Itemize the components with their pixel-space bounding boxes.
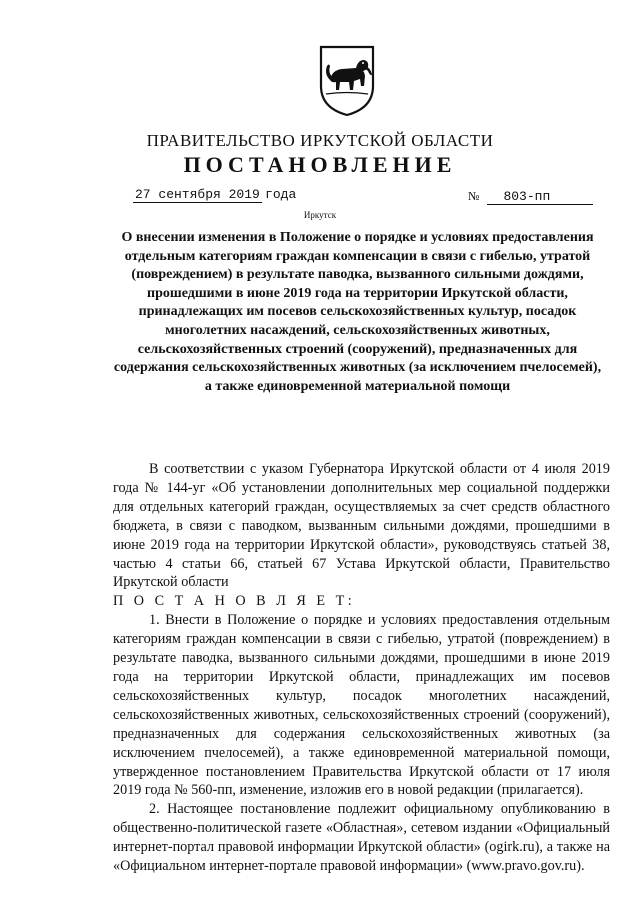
document-date <box>133 186 296 202</box>
document-body <box>113 460 610 876</box>
date-value: 27 сентября 2019 <box>135 187 260 202</box>
number-value: 803-пп <box>487 189 593 205</box>
irkutsk-coat-of-arms-icon <box>318 44 376 118</box>
number-sign: № <box>468 189 480 203</box>
document-heading: О внесении изменения в Положение о порядке и условиях предоставления отдельным категориям граждан компенсации в связи с гибелью, утратой (повреждением) в результате паводка, вызванного сильными дождями, прошедшими в июне 2019 года на территории Иркутской области, принадлежащих им посевов сельскохозяйственных культур, посадок многолетних насаждений, сельскохозяйственных животных, сельскохозяйственных строений (сооружений), предназначенных для содержания сельскохозяйственных животных (за исключением пчелосемей), а также единовременной материальной помощи <box>113 230 602 394</box>
resolves-line: П О С Т А Н О В Л Я Е Т: <box>113 593 356 610</box>
document-number <box>468 188 593 205</box>
document-type-title: ПОСТАНОВЛЕНИЕ <box>183 152 457 177</box>
preamble-paragraph: В соответствии с указом Губернатора Иркутской области от 4 июля 2019 года № 144-уг «Об установлении дополнительных мер социальной поддержки для отдельных категорий граждан, осуществляемых за счет средств областного бюджета, в связи с паводком, вызванным сильными дождями, прошедшими в июне 2019 года на территории Иркутской области», руководствуясь статьей 38, частью 4 статьи 66, статьей 67 Устава Иркутской области, Правительство Иркутской области <box>113 461 610 591</box>
item-1-paragraph: 1. Внести в Положение о порядке и условиях предоставления отдельным категориям граждан компенсации в связи с гибелью, утратой (повреждением) в результате паводка, вызванного сильными дождями, прошедшими в июне 2019 года на территории Иркутской области, принадлежащих им посевов сельскохозяйственных культур, посадок многолетних насаждений, сельскохозяйственных животных, сельскохозяйственных строений (сооружений), предназначенных для содержания сельскохозяйственных животных (за исключением пчелосемей), а также единовременной материальной помощи, утвержденное постановлением Правительства Иркутской области от 17 июля 2019 года № 560-пп, изменение, изложив его в новой редакции (прилагается). <box>113 612 610 799</box>
government-name: ПРАВИТЕЛЬСТВО ИРКУТСКОЙ ОБЛАСТИ <box>146 131 494 150</box>
item-2-paragraph: 2. Настоящее постановление подлежит официальному опубликованию в общественно-политической газете «Областная», сетевом издании «Официальный интернет-портал правовой информации Иркутской области» (ogirk.ru), а также на «Официальном интернет-портале правовой информации» (www.pravo.gov.ru). <box>113 801 610 875</box>
date-suffix: года <box>265 187 297 202</box>
city-name: Иркутск <box>303 210 337 220</box>
